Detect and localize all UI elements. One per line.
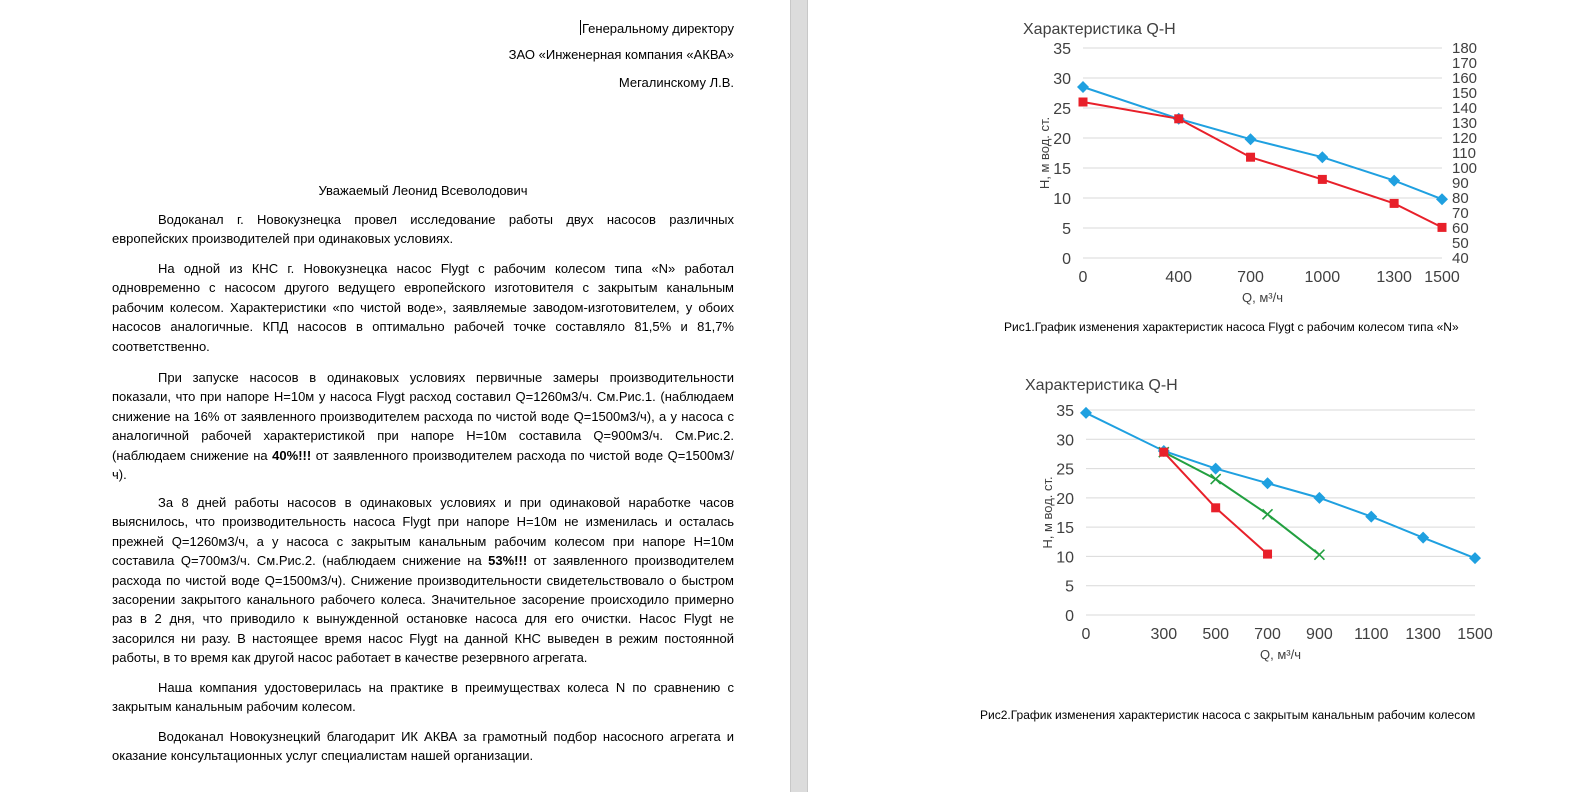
x-axis-label: Q, м³/ч: [1260, 647, 1301, 662]
y2-tick-label: 150: [1452, 85, 1478, 102]
y2-tick-label: 160: [1452, 70, 1478, 87]
x-tick-label: 0: [1081, 626, 1091, 643]
x-tick-label: 0: [1078, 269, 1088, 286]
x-axis-label: Q, м³/ч: [1242, 290, 1283, 305]
y-tick-label: 5: [1065, 578, 1074, 596]
x-tick-label: 1000: [1304, 269, 1341, 286]
data-point: [1077, 81, 1089, 93]
data-point: [1316, 151, 1328, 163]
x-tick-label: 500: [1202, 626, 1230, 643]
emphasis-53-percent: 53%!!!: [488, 553, 528, 569]
series-line-2: [1164, 452, 1320, 555]
y2-tick-label: 130: [1452, 115, 1478, 132]
document-page-right: [808, 0, 1570, 792]
series-line-1: [1083, 87, 1442, 199]
y2-tick-label: 170: [1452, 55, 1478, 72]
y-tick-label: 25: [1053, 101, 1071, 118]
data-point: [1159, 448, 1168, 457]
chart-fig1: [1013, 10, 1478, 310]
y-tick-label: 5: [1062, 221, 1071, 238]
x-tick-label: 700: [1237, 269, 1264, 286]
y-tick-label: 15: [1053, 161, 1071, 178]
chart-fig2: [1013, 366, 1493, 666]
y-tick-label: 20: [1053, 131, 1071, 148]
data-point: [1365, 511, 1377, 523]
data-point: [1417, 532, 1429, 544]
x-tick-label: 700: [1254, 626, 1281, 643]
addressee-line-3: Мегалинскому Л.В.: [618, 75, 734, 90]
data-point: [1079, 98, 1088, 107]
y-tick-label: 30: [1053, 71, 1071, 88]
caption-fig2: Рис2.График изменения характеристик насоса с закрытым канальным рабочим колесом: [980, 708, 1476, 722]
addressee-line-2: ЗАО «Инженерная компания «АКВА»: [508, 47, 734, 62]
data-point: [1246, 153, 1255, 162]
salutation: Уважаемый Леонид Всеволодович: [318, 183, 528, 198]
paragraph-4: За 8 дней работы насосов в одинаковых условиях и при одинаковой наработке часов выяснилось, что производительность насоса Flygt при напоре H=10м не изменилась и осталась прежней Q=1260м3/ч, а у насоса с закрытым канальным рабочим колесом при напоре H=10м составила Q=700м3/ч. См.Рис.2. (наблюдаем снижение на 53%!!! от заявленного производителем расхода по чистой воде Q=1500м3/ч). Снижение производительности свидетельствовало о быстром засорении закрытого канального рабочего колеса. Значительное засорение происходило примерно раз в 2 дня, что приводило к вынужденной остановке насоса для его очистки. Насос Flygt не засорился ни разу. В настоящее время насос Flygt на данной КНС выведен в режим постоянной работы, в то время как другой насос работает в качестве резервного агрегата.: [112, 495, 735, 666]
data-point: [1313, 492, 1325, 504]
paragraph-2: На одной из КНС г. Новокузнецка насос Flygt с рабочим колесом типа «N» работал одновременно с насосом другого ведущего европейского изготовителя с закрытым канальным рабочим колесом. Характеристики «по чистой воде», заявляемые заводом-изготовителем, у обоих насосов аналогичные. КПД насосов в оптимально рабочей точке составляло 81,5% и 81,7% соответственно.: [112, 261, 734, 354]
y-tick-label: 25: [1056, 461, 1074, 479]
data-point: [1263, 550, 1272, 559]
series-line-2: [1083, 102, 1442, 227]
y2-tick-label: 70: [1452, 205, 1469, 222]
x-tick-label: 1500: [1424, 269, 1460, 286]
paragraph-1: Водоканал г. Новокузнецка провел исследование работы двух насосов различных европейских производителей при одинаковых условиях.: [112, 212, 734, 247]
data-point: [1211, 474, 1221, 484]
y2-tick-label: 50: [1452, 235, 1469, 252]
data-point: [1263, 509, 1273, 519]
caption-fig1: Рис1.График изменения характеристик насоса Flygt с рабочим колесом типа «N»: [1004, 320, 1459, 334]
y2-tick-label: 140: [1452, 100, 1478, 117]
data-point: [1469, 552, 1481, 564]
data-point: [1174, 114, 1183, 123]
x-tick-label: 400: [1165, 269, 1193, 286]
y-tick-label: 20: [1056, 490, 1074, 508]
text-cursor: [580, 20, 581, 35]
y-tick-label: 30: [1056, 432, 1074, 450]
y2-tick-label: 80: [1452, 190, 1469, 207]
y-tick-label: 35: [1053, 41, 1071, 58]
x-tick-label: 300: [1150, 626, 1178, 643]
y-axis-label: H, м вод. ст.: [1040, 476, 1055, 549]
x-tick-label: 1100: [1354, 626, 1389, 643]
data-point: [1211, 503, 1220, 512]
data-point: [1210, 463, 1222, 475]
chart-title: Характеристика Q-H: [1025, 377, 1178, 394]
data-point: [1245, 133, 1257, 145]
y2-tick-label: 90: [1452, 175, 1469, 192]
y2-tick-label: 100: [1452, 160, 1478, 177]
page-gutter: [790, 0, 808, 792]
y-tick-label: 15: [1056, 520, 1074, 538]
data-point: [1436, 193, 1448, 205]
y-tick-label: 0: [1062, 251, 1071, 268]
paragraph-6: Водоканал Новокузнецкий благодарит ИК АКВА за грамотный подбор насосного агрегата и оказание консультационных услуг специалистам нашей организации.: [112, 729, 734, 764]
y2-tick-label: 60: [1452, 220, 1469, 237]
emphasis-40-percent: 40%!!!: [272, 447, 312, 463]
data-point: [1438, 223, 1447, 232]
addressee-line-1: Генеральному директору: [582, 21, 734, 36]
y-axis-label: H, м вод. ст.: [1037, 116, 1052, 190]
series-line-1: [1086, 413, 1475, 558]
y2-tick-label: 120: [1452, 130, 1478, 147]
y-tick-label: 35: [1056, 403, 1074, 420]
chart-title: Характеристика Q-H: [1023, 21, 1176, 38]
x-tick-label: 1300: [1405, 626, 1441, 643]
data-point: [1388, 175, 1400, 187]
y2-tick-label: 180: [1452, 40, 1478, 57]
data-point: [1080, 407, 1092, 419]
x-tick-label: 1300: [1376, 269, 1412, 286]
y-tick-label: 0: [1065, 608, 1074, 625]
y2-tick-label: 40: [1452, 250, 1469, 267]
data-point: [1318, 175, 1327, 184]
y-tick-label: 10: [1053, 191, 1071, 208]
x-tick-label: 1500: [1457, 626, 1493, 643]
data-point: [1390, 199, 1399, 208]
y-tick-label: 10: [1056, 549, 1074, 567]
y2-tick-label: 110: [1452, 145, 1476, 162]
data-point: [1262, 477, 1274, 489]
data-point: [1314, 550, 1324, 560]
paragraph-3: При запуске насосов в одинаковых условиях первичные замеры производительности показали, что при напоре H=10м у насоса Flygt расход составил Q=1260м3/ч. См.Рис.1. (наблюдаем снижение на 16% от заявленного производителем расхода по чистой воде Q=1500м3/ч), а у насоса с аналогичной рабочей характеристикой при напоре H=10м составила Q=900м3/ч. См.Рис.2. (наблюдаем снижение на 40%!!! от заявленного производителем расхода по чистой воде Q=1500м3/ч).: [112, 370, 734, 483]
paragraph-5: Наша компания удостоверилась на практике в преимуществах колеса N по сравнению с закрытым канальным рабочим колесом.: [112, 680, 734, 715]
x-tick-label: 900: [1306, 626, 1333, 643]
